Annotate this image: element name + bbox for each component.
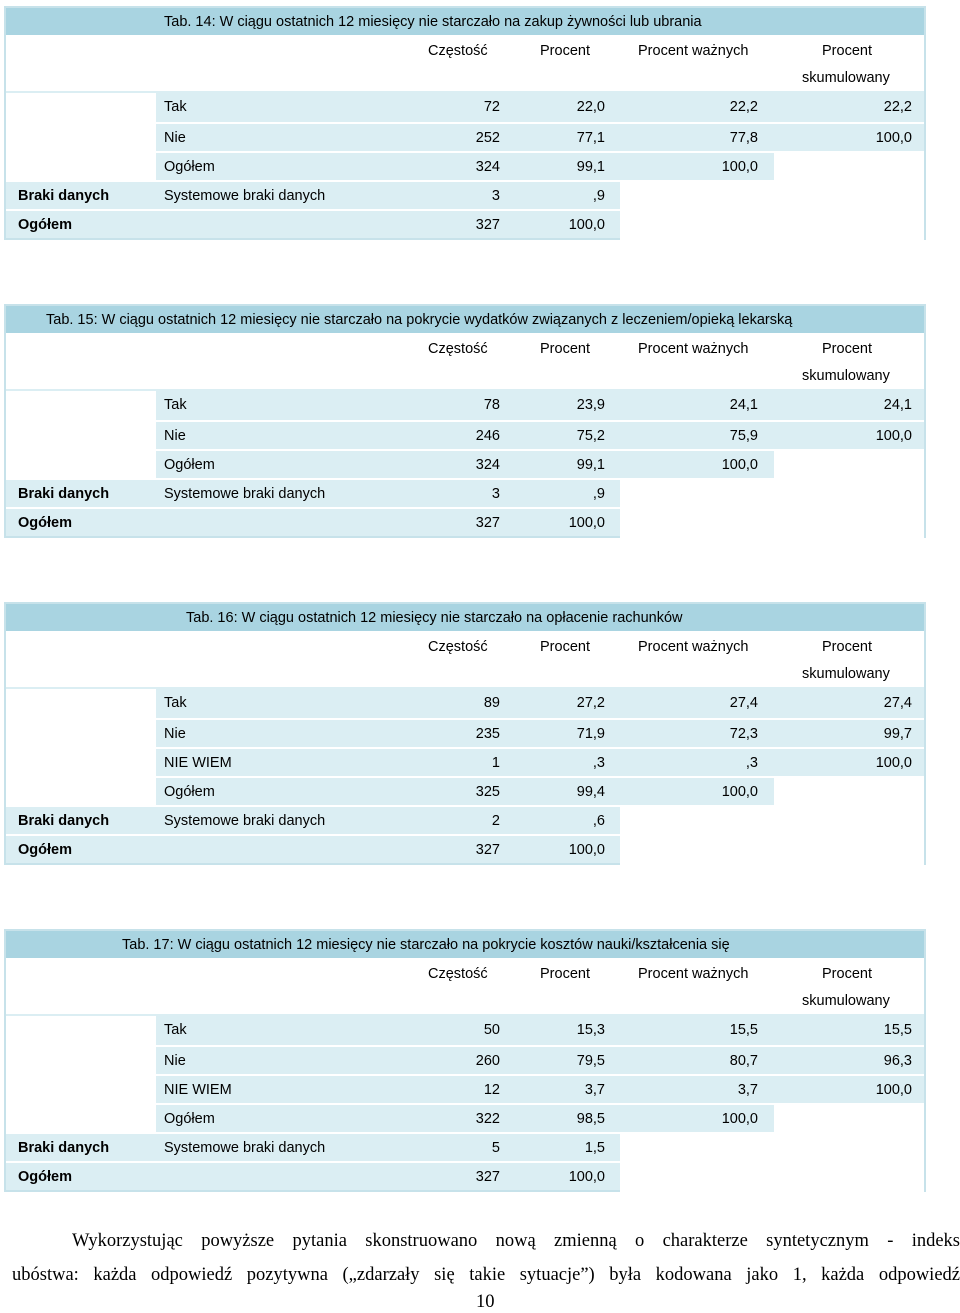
cell-cumulative-percent: 99,7 <box>883 726 912 742</box>
row-label: Tak <box>164 695 187 711</box>
cell-percent: 15,3 <box>576 1022 605 1038</box>
cell-percent: 100,0 <box>568 217 605 233</box>
row-label: Systemowe braki danych <box>164 188 326 204</box>
cell-percent: 99,1 <box>576 159 605 175</box>
cell-valid-percent: 100,0 <box>721 1111 758 1127</box>
cell-valid-percent: 3,7 <box>737 1082 758 1098</box>
cell-percent: 79,5 <box>576 1053 605 1069</box>
table-header-row <box>6 633 924 689</box>
table-row <box>6 747 924 776</box>
header-valid-percent: Procent ważnych <box>638 639 749 655</box>
cell-percent: 100,0 <box>568 842 605 858</box>
cell-percent: 22,0 <box>576 99 605 115</box>
cell-valid-percent: ,3 <box>745 755 758 771</box>
table-title-row <box>6 8 924 37</box>
cell-frequency: 327 <box>475 515 500 531</box>
cell-frequency: 78 <box>483 397 500 413</box>
table-title-row <box>6 306 924 335</box>
row-label: Ogółem <box>164 457 215 473</box>
table-row-missing <box>6 180 924 209</box>
cell-valid-percent: 100,0 <box>721 457 758 473</box>
cell-cumulative-percent: 22,2 <box>883 99 912 115</box>
cell-cumulative-percent: 27,4 <box>883 695 912 711</box>
header-cumulative-percent: Procent <box>822 639 872 655</box>
table-row <box>6 449 924 478</box>
cell-percent: ,3 <box>592 755 605 771</box>
cell-frequency: 325 <box>475 784 500 800</box>
cell-percent: 100,0 <box>568 1169 605 1185</box>
page-number: 10 <box>476 1292 495 1312</box>
row-label: Ogółem <box>18 217 72 233</box>
header-valid-percent: Procent ważnych <box>638 341 749 357</box>
row-label: Nie <box>164 1053 186 1069</box>
cell-frequency: 246 <box>475 428 500 444</box>
row-label: Tak <box>164 1022 187 1038</box>
cell-frequency: 235 <box>475 726 500 742</box>
header-frequency: Częstość <box>428 966 488 982</box>
table-row <box>6 718 924 747</box>
table-title-row <box>6 604 924 633</box>
cell-frequency: 252 <box>475 130 500 146</box>
row-label: Nie <box>164 726 186 742</box>
cell-frequency: 12 <box>483 1082 500 1098</box>
table-header-row <box>6 37 924 93</box>
header-cumulative-percent-line2: skumulowany <box>802 993 890 1009</box>
table-row <box>6 1074 924 1103</box>
header-cumulative-percent-line2: skumulowany <box>802 70 890 86</box>
row-group-label: Braki danych <box>18 813 110 829</box>
cell-frequency: 324 <box>475 159 500 175</box>
cell-frequency: 3 <box>491 188 500 204</box>
frequency-table <box>4 304 926 538</box>
frequency-table <box>4 6 926 240</box>
cell-frequency: 1 <box>491 755 500 771</box>
header-percent: Procent <box>540 43 590 59</box>
header-cumulative-percent-line2: skumulowany <box>802 368 890 384</box>
frequency-table <box>4 929 926 1192</box>
row-label: Ogółem <box>18 842 72 858</box>
header-cumulative-percent: Procent <box>822 341 872 357</box>
row-label: Ogółem <box>18 515 72 531</box>
table-row <box>6 151 924 180</box>
cell-cumulative-percent: 24,1 <box>883 397 912 413</box>
cell-valid-percent: 24,1 <box>729 397 758 413</box>
table-row-missing <box>6 478 924 507</box>
cell-frequency: 324 <box>475 457 500 473</box>
header-frequency: Częstość <box>428 43 488 59</box>
table-row <box>6 420 924 449</box>
cell-percent: 75,2 <box>576 428 605 444</box>
table-row-total <box>6 834 924 863</box>
cell-percent: 98,5 <box>576 1111 605 1127</box>
cell-cumulative-percent: 100,0 <box>875 428 912 444</box>
cell-valid-percent: 100,0 <box>721 784 758 800</box>
table-row-total <box>6 507 924 536</box>
cell-frequency: 5 <box>491 1140 500 1156</box>
cell-frequency: 2 <box>491 813 500 829</box>
header-percent: Procent <box>540 639 590 655</box>
table-row <box>6 391 924 420</box>
header-cumulative-percent: Procent <box>822 966 872 982</box>
cell-percent: 27,2 <box>576 695 605 711</box>
header-percent: Procent <box>540 341 590 357</box>
row-label: Tak <box>164 99 187 115</box>
cell-valid-percent: 27,4 <box>729 695 758 711</box>
header-frequency: Częstość <box>428 639 488 655</box>
header-valid-percent: Procent ważnych <box>638 966 749 982</box>
cell-frequency: 89 <box>483 695 500 711</box>
row-label: NIE WIEM <box>164 1082 232 1098</box>
table-row <box>6 1045 924 1074</box>
table-title: Tab. 16: W ciągu ostatnich 12 miesięcy nie starczało na opłacenie rachunków <box>186 610 683 626</box>
cell-valid-percent: 22,2 <box>729 99 758 115</box>
header-cumulative-percent-line2: skumulowany <box>802 666 890 682</box>
table-row <box>6 93 924 122</box>
row-label: Ogółem <box>164 159 215 175</box>
frequency-table <box>4 602 926 865</box>
cell-percent: 1,5 <box>584 1140 605 1156</box>
row-label: Nie <box>164 428 186 444</box>
cell-percent: 3,7 <box>584 1082 605 1098</box>
row-label: Ogółem <box>164 784 215 800</box>
table-row <box>6 122 924 151</box>
row-label: Ogółem <box>18 1169 72 1185</box>
table-row <box>6 1103 924 1132</box>
cell-cumulative-percent: 100,0 <box>875 1082 912 1098</box>
row-label: Systemowe braki danych <box>164 1140 326 1156</box>
row-group-label: Braki danych <box>18 1140 110 1156</box>
header-valid-percent: Procent ważnych <box>638 43 749 59</box>
cell-frequency: 327 <box>475 217 500 233</box>
cell-frequency: 322 <box>475 1111 500 1127</box>
cell-percent: 100,0 <box>568 515 605 531</box>
row-group-label: Braki danych <box>18 188 110 204</box>
cell-valid-percent: 77,8 <box>729 130 758 146</box>
cell-cumulative-percent: 100,0 <box>875 130 912 146</box>
row-label: Tak <box>164 397 187 413</box>
cell-frequency: 72 <box>483 99 500 115</box>
cell-cumulative-percent: 96,3 <box>883 1053 912 1069</box>
table-row-missing <box>6 1132 924 1161</box>
table-title: Tab. 15: W ciągu ostatnich 12 miesięcy nie starczało na pokrycie wydatków związanych z leczeniem/opieką lekarską <box>46 312 793 328</box>
cell-cumulative-percent: 15,5 <box>883 1022 912 1038</box>
header-percent: Procent <box>540 966 590 982</box>
table-row-total <box>6 209 924 238</box>
cell-percent: 71,9 <box>576 726 605 742</box>
row-label: Nie <box>164 130 186 146</box>
row-label: Systemowe braki danych <box>164 813 326 829</box>
row-label: Systemowe braki danych <box>164 486 326 502</box>
cell-percent: 99,4 <box>576 784 605 800</box>
cell-valid-percent: 72,3 <box>729 726 758 742</box>
table-title: Tab. 17: W ciągu ostatnich 12 miesięcy nie starczało na pokrycie kosztów nauki/kształcenia się <box>122 937 730 953</box>
header-frequency: Częstość <box>428 341 488 357</box>
row-label: Ogółem <box>164 1111 215 1127</box>
table-title-row <box>6 931 924 960</box>
table-header-row <box>6 960 924 1016</box>
table-row-total <box>6 1161 924 1190</box>
table-row <box>6 776 924 805</box>
cell-frequency: 50 <box>483 1022 500 1038</box>
table-title: Tab. 14: W ciągu ostatnich 12 miesięcy nie starczało na zakup żywności lub ubrania <box>164 14 702 30</box>
cell-valid-percent: 15,5 <box>729 1022 758 1038</box>
cell-percent: ,9 <box>592 188 605 204</box>
cell-valid-percent: 100,0 <box>721 159 758 175</box>
cell-frequency: 327 <box>475 842 500 858</box>
cell-frequency: 260 <box>475 1053 500 1069</box>
row-label: NIE WIEM <box>164 755 232 771</box>
cell-percent: ,9 <box>592 486 605 502</box>
header-cumulative-percent: Procent <box>822 43 872 59</box>
body-paragraph-line-2: ubóstwa: każda odpowiedź pozytywna („zdarzały się takie sytuacje”) była kodowana jako 1, każda odpowiedź <box>12 1265 960 1285</box>
cell-frequency: 327 <box>475 1169 500 1185</box>
cell-valid-percent: 75,9 <box>729 428 758 444</box>
cell-percent: 23,9 <box>576 397 605 413</box>
cell-percent: 99,1 <box>576 457 605 473</box>
cell-percent: ,6 <box>592 813 605 829</box>
cell-valid-percent: 80,7 <box>729 1053 758 1069</box>
table-row <box>6 1016 924 1045</box>
cell-cumulative-percent: 100,0 <box>875 755 912 771</box>
table-row <box>6 689 924 718</box>
table-row-missing <box>6 805 924 834</box>
cell-percent: 77,1 <box>576 130 605 146</box>
cell-frequency: 3 <box>491 486 500 502</box>
body-paragraph-line-1: Wykorzystując powyższe pytania skonstruowano nową zmienną o charakterze syntetycznym - indeks <box>72 1231 960 1251</box>
table-header-row <box>6 335 924 391</box>
row-group-label: Braki danych <box>18 486 110 502</box>
